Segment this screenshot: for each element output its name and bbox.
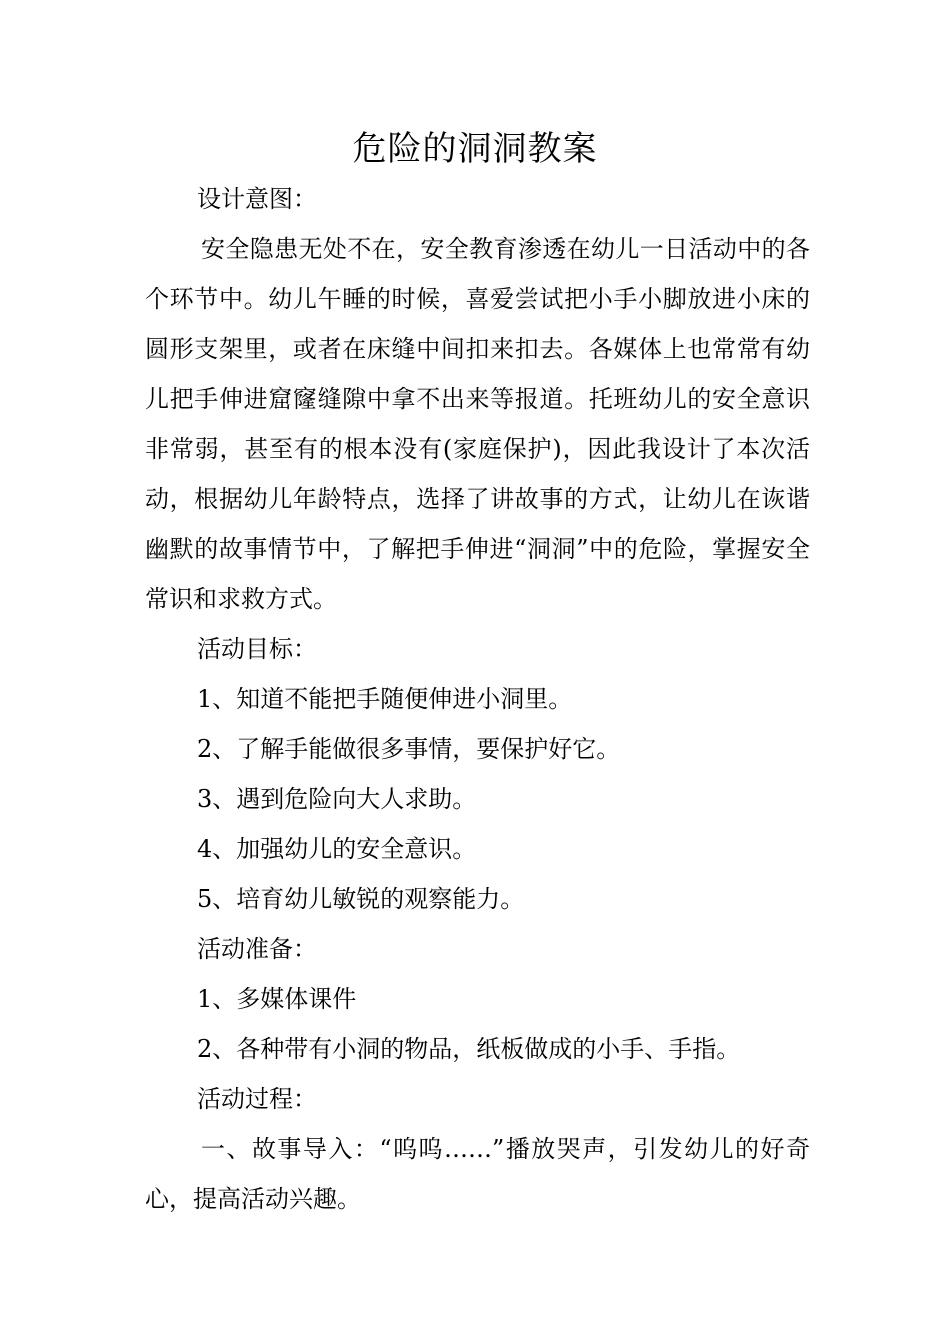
goal-item-5: 5、培育幼儿敏锐的观察能力。 bbox=[197, 885, 525, 913]
document-body bbox=[145, 174, 810, 1224]
preparation-item-2: 2、各种带有小洞的物品，纸板做成的小手、手指。 bbox=[197, 1035, 741, 1063]
goal-item-4: 4、加强幼儿的安全意识。 bbox=[197, 835, 477, 863]
paragraph-design-intent: 安全隐患无处不在，安全教育渗透在幼儿一日活动中的各个环节中。幼儿午睡的时候，喜爱尝试把小手小脚放进小床的圆形支架里，或者在床缝中间扣来扣去。各媒体上也常常有幼儿把手伸进窟窿缝隙中拿不出来等报道。托班幼儿的安全意识非常弱，甚至有的根本没有(家庭保护)，因此我设计了本次活动，根据幼儿年龄特点，选择了讲故事的方式，让幼儿在诙谐幽默的故事情节中，了解把手伸进“洞洞”中的危险，掌握安全常识和求救方式。 bbox=[145, 235, 810, 613]
goal-item-2: 2、了解手能做很多事情，要保护好它。 bbox=[197, 735, 621, 763]
document-title: 危险的洞洞教案 bbox=[352, 129, 598, 169]
preparation-item-1: 1、多媒体课件 bbox=[197, 985, 357, 1013]
goal-item-3: 3、遇到危险向大人求助。 bbox=[197, 785, 477, 813]
process-step-1: 一、故事导入：“呜呜……”播放哭声，引发幼儿的好奇心，提高活动兴趣。 bbox=[145, 1135, 810, 1213]
section-heading-preparation: 活动准备： bbox=[197, 935, 317, 963]
goal-item-1: 1、知道不能把手随便伸进小洞里。 bbox=[197, 685, 573, 713]
section-heading-goals: 活动目标： bbox=[197, 635, 317, 663]
section-heading-process: 活动过程： bbox=[197, 1085, 317, 1113]
section-heading-design-intent: 设计意图： bbox=[197, 185, 317, 213]
